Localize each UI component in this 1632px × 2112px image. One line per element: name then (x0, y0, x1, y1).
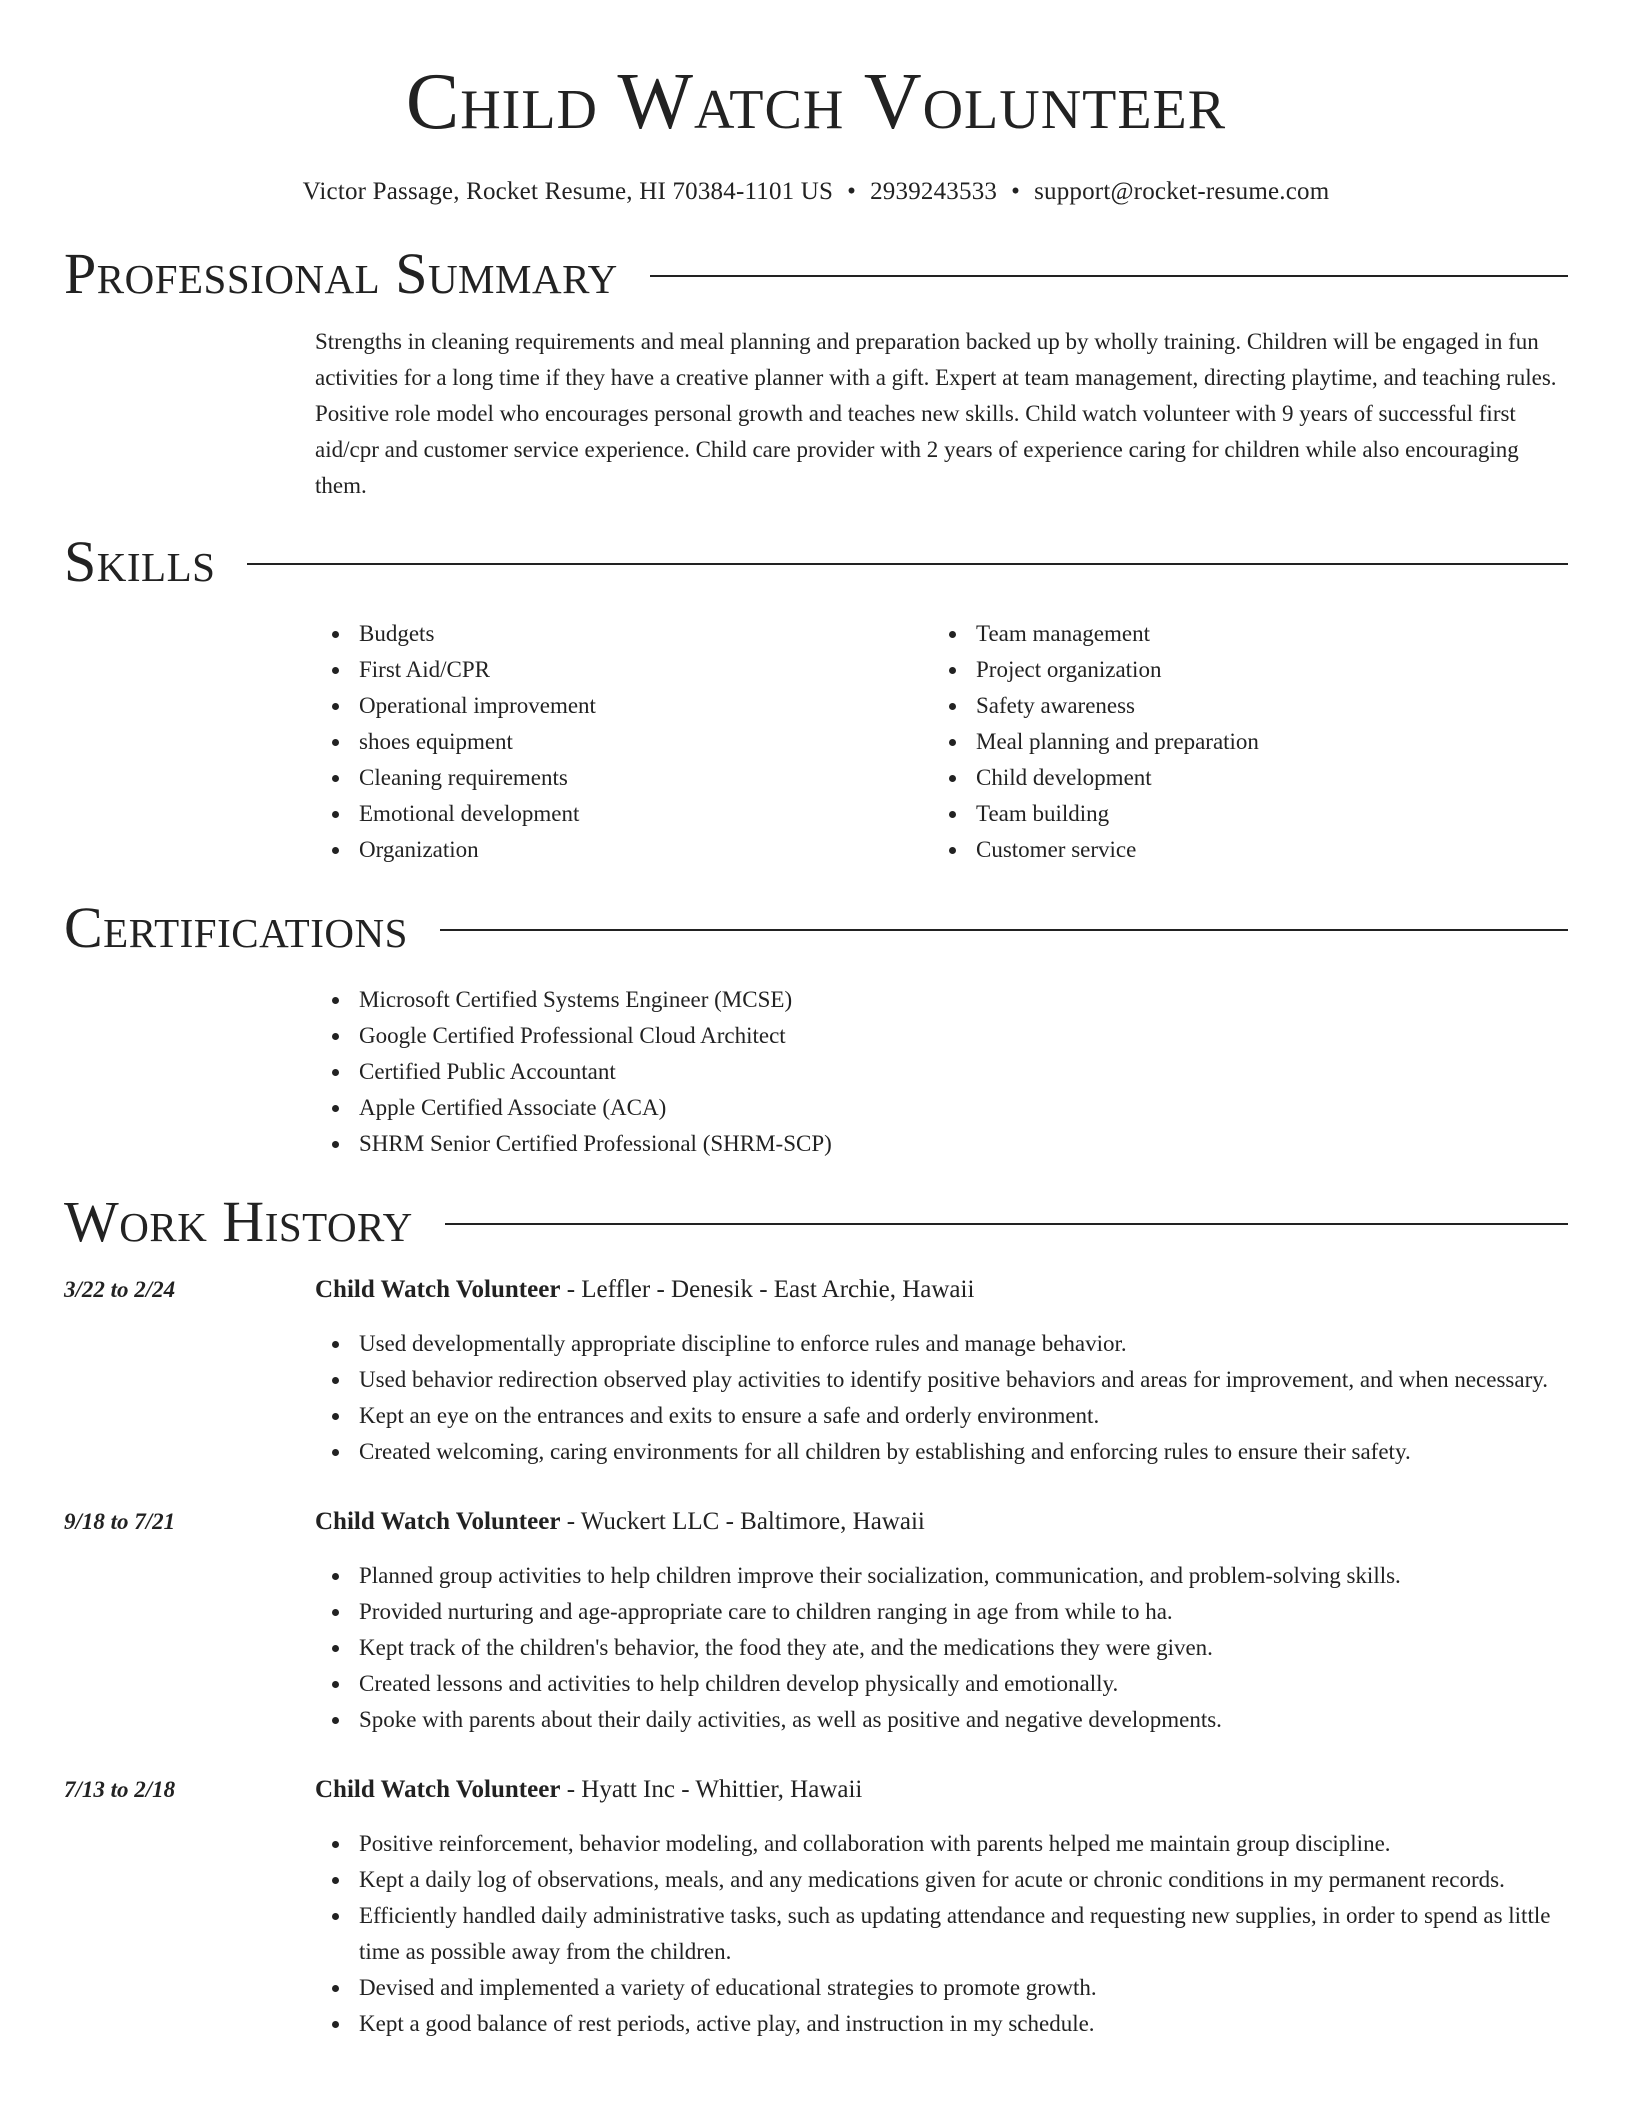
job-details (315, 1504, 1568, 1738)
job-details (315, 1772, 1568, 2042)
job-bullets (315, 1558, 1568, 1738)
job-entry (64, 1272, 1568, 1470)
skill-item: Customer service (932, 832, 1549, 868)
certification-item: Apple Certified Associate (ACA) (315, 1090, 1568, 1126)
job-bullet: Created welcoming, caring environments for all children by establishing and enforcing rules to ensure their safety. (315, 1434, 1568, 1470)
job-title-line (315, 1772, 1568, 1808)
skill-item: Cleaning requirements (315, 760, 932, 796)
job-bullet: Spoke with parents about their daily activities, as well as positive and negative developments. (315, 1702, 1568, 1738)
job-bullet: Planned group activities to help children improve their socialization, communication, and problem-solving skills. (315, 1558, 1568, 1594)
skill-item: Project organization (932, 652, 1549, 688)
skill-item: Organization (315, 832, 932, 868)
contact-line (64, 178, 1568, 206)
skill-item: Emotional development (315, 796, 932, 832)
job-dates: 3/22 to 2/24 (64, 1277, 176, 1302)
job-role: Child Watch Volunteer (315, 1276, 561, 1303)
skill-item: First Aid/CPR (315, 652, 932, 688)
resume-name: Child Watch Volunteer (405, 58, 1227, 146)
skills-column-right (932, 616, 1549, 868)
job-title-line (315, 1272, 1568, 1308)
job-bullet: Efficiently handled daily administrative tasks, such as updating attendance and requesting new supplies, in order to spend as little time as possible away from the children. (315, 1898, 1568, 1970)
job-bullets (315, 1826, 1568, 2042)
job-employer-location: - Hyatt Inc - Whittier, Hawaii (560, 1776, 863, 1803)
section-divider (650, 275, 1568, 277)
resume-page (64, 0, 1568, 2112)
skills-column-left (315, 616, 932, 868)
work-history-heading: Work History (64, 1189, 413, 1254)
contact-phone: 2939243533 (870, 178, 998, 205)
summary-section-header (64, 241, 1568, 306)
work-history-section-header (64, 1189, 1568, 1254)
job-bullet: Positive reinforcement, behavior modeling, and collaboration with parents helped me maintain group discipline. (315, 1826, 1568, 1862)
contact-separator: • (1011, 178, 1021, 205)
certifications-items (315, 982, 1568, 1162)
work-history-list (64, 1272, 1568, 2042)
skill-item: shoes equipment (315, 724, 932, 760)
certification-item: Google Certified Professional Cloud Architect (315, 1018, 1568, 1054)
skill-item: Team building (932, 796, 1549, 832)
skills-section-header (64, 529, 1568, 594)
job-bullet: Kept track of the children's behavior, the food they ate, and the medications they were given. (315, 1630, 1568, 1666)
job-bullet: Kept a good balance of rest periods, active play, and instruction in my schedule. (315, 2006, 1568, 2042)
job-employer-location: - Wuckert LLC - Baltimore, Hawaii (560, 1508, 925, 1535)
contact-address: Victor Passage, Rocket Resume, HI 70384-1101 US (302, 178, 834, 205)
skills-heading: Skills (64, 529, 216, 594)
job-role: Child Watch Volunteer (315, 1508, 561, 1535)
section-divider (247, 563, 1568, 565)
skill-item: Team management (932, 616, 1549, 652)
job-bullet: Used developmentally appropriate discipline to enforce rules and manage behavior. (315, 1326, 1568, 1362)
certification-item: Microsoft Certified Systems Engineer (MCSE) (315, 982, 1568, 1018)
job-bullet: Kept a daily log of observations, meals, and any medications given for acute or chronic conditions in my permanent records. (315, 1862, 1568, 1898)
job-bullet: Used behavior redirection observed play activities to identify positive behaviors and areas for improvement, and when necessary. (315, 1362, 1568, 1398)
job-title-line (315, 1504, 1568, 1540)
job-bullet: Provided nurturing and age-appropriate care to children ranging in age from while to ha. (315, 1594, 1568, 1630)
job-role: Child Watch Volunteer (315, 1776, 561, 1803)
certifications-section-header (64, 895, 1568, 960)
skill-item: Budgets (315, 616, 932, 652)
certification-item: Certified Public Accountant (315, 1054, 1568, 1090)
job-details (315, 1272, 1568, 1470)
contact-separator: • (847, 178, 857, 205)
job-bullet: Kept an eye on the entrances and exits to ensure a safe and orderly environment. (315, 1398, 1568, 1434)
certifications-list (315, 982, 1568, 1162)
summary-text: Strengths in cleaning requirements and meal planning and preparation backed up by wholly training. Children will be engaged in fun activities for a long time if they have a creative planner with a gift. Expert at team management, directing playtime, and teaching rules. Positive role model who encourages personal growth and teaches new skills. Child watch volunteer with 9 years of successful first aid/cpr and customer service experience. Child care provider with 2 years of experience caring for children while also encouraging them. (315, 329, 1557, 498)
job-entry (64, 1772, 1568, 2042)
skill-item: Safety awareness (932, 688, 1549, 724)
section-divider (445, 1223, 1568, 1225)
skill-item: Operational improvement (315, 688, 932, 724)
summary-heading: Professional Summary (64, 241, 618, 306)
job-dates: 7/13 to 2/18 (64, 1777, 176, 1802)
skills-list (315, 616, 1568, 868)
job-employer-location: - Leffler - Denesik - East Archie, Hawaii (560, 1276, 975, 1303)
contact-email: support@rocket-resume.com (1034, 178, 1330, 205)
job-entry (64, 1504, 1568, 1738)
job-bullet: Devised and implemented a variety of educational strategies to promote growth. (315, 1970, 1568, 2006)
job-dates: 9/18 to 7/21 (64, 1509, 176, 1534)
section-divider (440, 929, 1568, 931)
job-bullets (315, 1326, 1568, 1470)
skill-item: Child development (932, 760, 1549, 796)
certification-item: SHRM Senior Certified Professional (SHRM-SCP) (315, 1126, 1568, 1162)
job-bullet: Created lessons and activities to help children develop physically and emotionally. (315, 1666, 1568, 1702)
skill-item: Meal planning and preparation (932, 724, 1549, 760)
certifications-heading: Certifications (64, 895, 408, 960)
